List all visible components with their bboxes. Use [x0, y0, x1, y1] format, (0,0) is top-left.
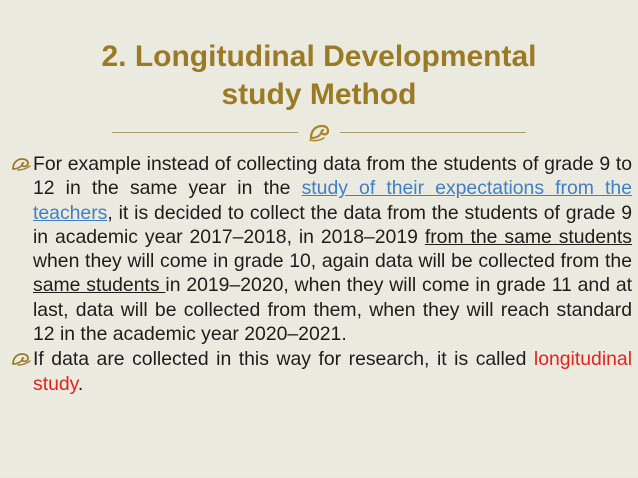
title-divider — [112, 123, 526, 143]
underlined-same-students-2: same students — [33, 274, 166, 297]
divider-line-right — [340, 132, 526, 133]
bullet-2-text-part-1: If data are collected in this way for research, it is called — [33, 348, 534, 371]
bullet-1-text-part-4: in 2019–2020, when they will come in grade 11 and at last, data will be collected from them, when they will reach standard 12 in the academic year 2020–2021. — [33, 274, 632, 346]
slide-title-line-1: 2. Longitudinal Developmental — [101, 40, 537, 73]
bullet-item-1 — [12, 152, 632, 346]
bullet-item-2 — [12, 347, 632, 396]
fleuron-ornament-icon — [308, 123, 330, 143]
underlined-same-students-1: from the same students — [424, 225, 632, 248]
bullet-2-text-part-2: . — [77, 372, 84, 395]
slide-title — [20, 38, 618, 114]
longitudinal-study-term: longitudinal study — [33, 348, 632, 395]
curly-bullet-icon — [12, 157, 31, 171]
bullet-1-text-part-2: , it is decided to collect the data from the students of grade 9 in academic year 2017–2018, in 2018–2019 — [33, 201, 632, 248]
expectations-study-link[interactable]: study of their expectations from the teachers — [33, 177, 632, 224]
bullet-1-text-part-1: For example instead of collecting data from the students of grade 9 to 12 in the same year in the — [33, 153, 632, 200]
slide-title-line-2: study Method — [221, 78, 417, 111]
divider-line-left — [112, 132, 298, 133]
bullet-1-text-part-3: when they will come in grade 10, again data will be collected from the — [33, 250, 632, 273]
slide-body — [12, 152, 632, 397]
curly-bullet-icon — [12, 352, 31, 366]
